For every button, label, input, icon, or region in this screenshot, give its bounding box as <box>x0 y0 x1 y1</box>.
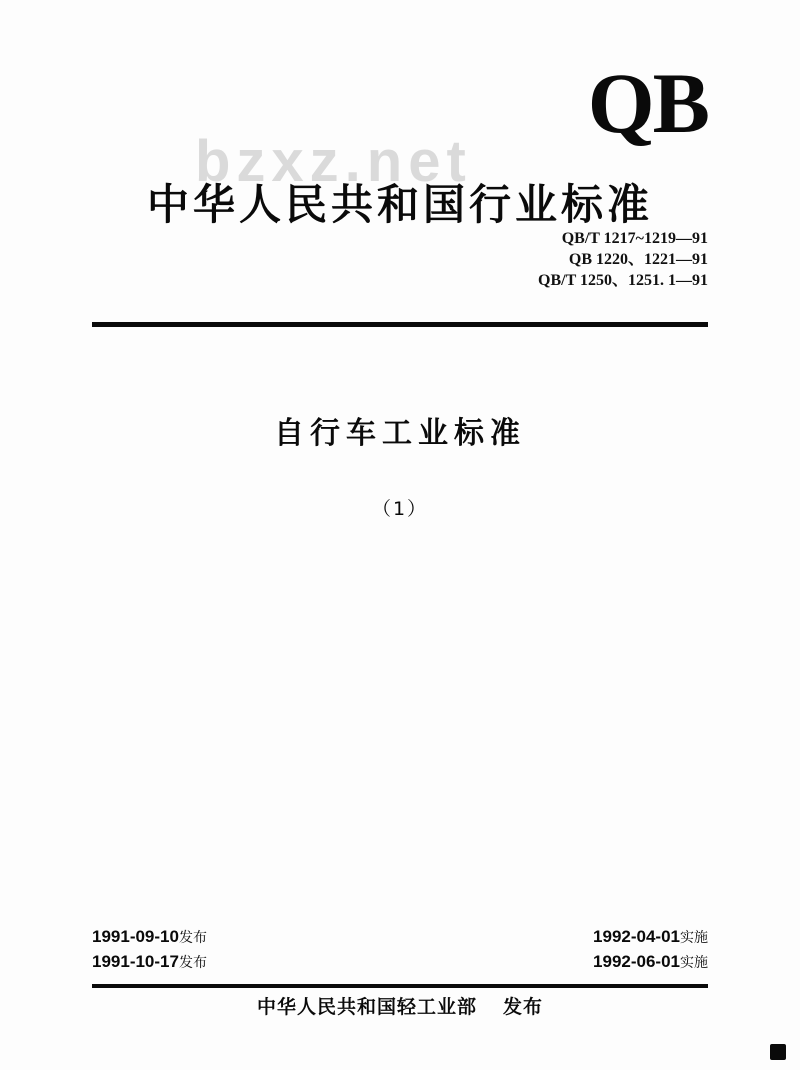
publisher-name: 中华人民共和国轻工业部 <box>256 996 477 1018</box>
effective-label: 实施 <box>680 930 708 946</box>
document-volume: （1） <box>371 498 429 520</box>
effective-date: 1992-06-01 <box>593 952 680 971</box>
effective-date: 1992-04-01 <box>593 927 680 946</box>
issue-dates <box>92 925 207 975</box>
standard-code: QB/T 1250、1251. 1—91 <box>538 272 708 289</box>
effective-date-row <box>593 925 708 950</box>
issue-label: 发布 <box>178 955 207 971</box>
qb-logo: QB <box>587 55 708 151</box>
document-title: 自行车工业标准 <box>274 416 526 451</box>
publisher-action: 发布 <box>503 996 544 1018</box>
publisher-line <box>0 992 800 1019</box>
effective-dates <box>593 925 708 975</box>
issue-date: 1991-10-17 <box>92 952 179 971</box>
issue-date: 1991-09-10 <box>92 927 179 946</box>
issue-label: 发布 <box>178 930 207 946</box>
issue-date-row <box>92 950 207 975</box>
standard-code: QB/T 1217~1219—91 <box>561 230 708 247</box>
watermark-text: bzxz.net <box>195 129 472 194</box>
effective-label: 实施 <box>680 955 708 971</box>
corner-mark <box>770 1044 786 1060</box>
issue-date-row <box>92 925 207 950</box>
standard-code: QB 1220、1221—91 <box>568 251 708 268</box>
effective-date-row <box>593 950 708 975</box>
page-title: 中华人民共和国行业标准 <box>146 180 653 229</box>
footer-divider <box>92 984 708 988</box>
header-divider <box>92 322 708 327</box>
standard-code-list <box>538 228 708 291</box>
